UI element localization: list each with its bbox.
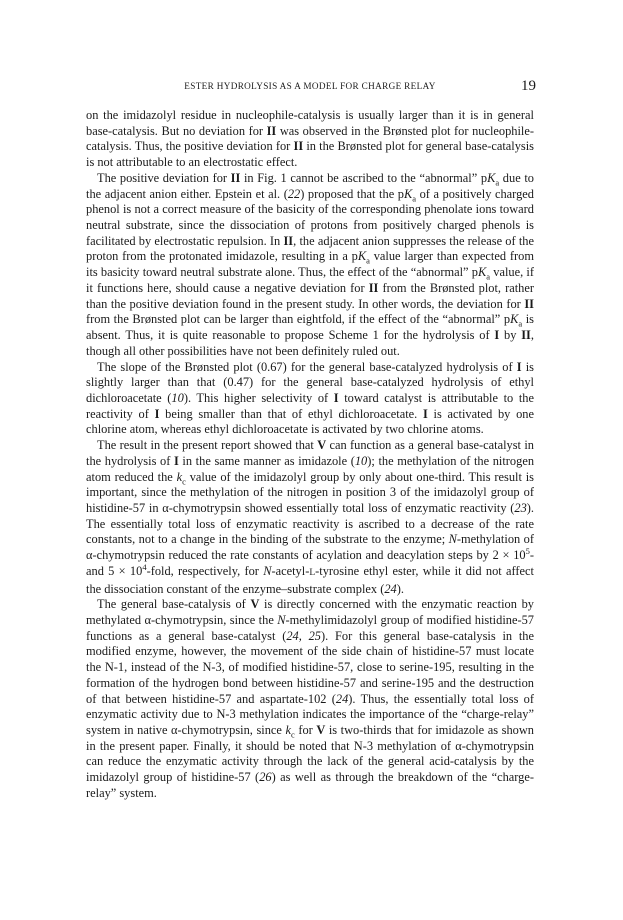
subscript-run: a <box>366 255 370 266</box>
bold-run: II <box>368 280 379 295</box>
text-run: in the same manner as imidazole ( <box>178 453 355 468</box>
italic-run: 10 <box>171 390 184 405</box>
italic-run: K <box>477 265 487 280</box>
bold-run: I <box>423 406 428 421</box>
superscript-run: 5 <box>525 546 530 556</box>
italic-run: 10 <box>354 453 368 468</box>
text-run: ). For this general base-catalysis in the modified enzyme, however, the movement of the side chain of histidine-57 must locate the N-1, instead of the N-3, of modified histidine-57, close to serine-195, resulting in the formation of the hydrogen bond between histidine-57 and serine-195 and the destruction of that between histidine-57 and aspartate-102 ( <box>86 628 535 706</box>
italic-run: N <box>263 563 272 578</box>
italic-run: 24 <box>384 581 397 596</box>
text-run: ). <box>396 581 404 596</box>
bold-run: I <box>333 390 339 405</box>
subscript-run: c <box>290 729 295 740</box>
text-run: of a positively charged phenol is not a correct measure of the basicity of the corresponding phenolate ions toward neutral substrate, since the dissociation of protons from positively charged phenols is facilitated by electrostatic repulsion. In <box>86 186 534 248</box>
text-run: The slope of the Brønsted plot (0.67) for the general base-catalyzed hydrolysis of <box>97 359 517 374</box>
bold-run: I <box>154 406 160 421</box>
bold-run: V <box>250 597 260 612</box>
italic-run: K <box>403 186 413 201</box>
text-run: from the Brønsted plot, rather than the positive deviation found in the present study. In other words, the deviation for <box>86 280 534 311</box>
subscript-run: c <box>182 476 186 486</box>
text-run: The positive deviation for <box>97 170 231 185</box>
text-run: -acetyl- <box>271 563 310 578</box>
text-run: is two-thirds that for imidazole as shown in the present paper. Finally, it should be noted that N-3 methylation of α-chymotrypsin can reduce the enzymatic activity through the lack of the general acid-catalysis by the imidazolyl group of histidine-57 ( <box>86 723 534 785</box>
paragraph-5 <box>86 597 534 801</box>
text-run: - and 5 × 10 <box>86 548 534 578</box>
bold-run: II <box>283 233 294 248</box>
paragraph-3 <box>86 360 534 439</box>
bold-run: II <box>293 139 304 154</box>
italic-run: 24, 25 <box>286 628 322 643</box>
text-run: is slightly larger than that (0.47) for the general base-catalyzed hydrolysis of ethyl dichloroacetate ( <box>86 359 534 405</box>
italic-run: 24 <box>335 691 349 706</box>
bold-run: II <box>230 170 241 185</box>
text-run: value of the imidazolyl group by only about one-third. This result is important, since the methylation of the nitrogen in position 3 of the imidazolyl group of histidine-57 in α-chymotrypsin showed essentially total loss of enzymatic reactivity ( <box>86 469 534 515</box>
bold-run: II <box>266 123 277 138</box>
paragraph-4 <box>86 438 534 597</box>
bold-run: II <box>521 328 531 343</box>
italic-run: k <box>176 469 183 484</box>
subscript-run: a <box>518 318 523 329</box>
text-run: -tyrosine ethyl ester, while it did not affect the dissociation constant of the enzyme–substrate complex ( <box>86 563 534 596</box>
small-cap-run: L <box>309 567 316 578</box>
italic-run: K <box>487 170 496 185</box>
paragraph-1 <box>86 108 534 171</box>
italic-run: N <box>448 532 457 547</box>
text-run: in the Brønsted plot for general base-catalysis is not attributable to an electrostatic effect. <box>86 139 534 170</box>
text-run: from the Brønsted plot can be larger than eightfold, if the effect of the “abnormal” p <box>86 312 511 327</box>
bold-run: I <box>516 359 522 374</box>
text-run: -methylation of α-chymotrypsin reduced the rate constants of acylation and deacylation steps by 2 × 10 <box>86 532 534 563</box>
text-run: being smaller than that of ethyl dichloroacetate. <box>159 406 423 421</box>
text-run: toward catalyst is attributable to the reactivity of <box>86 390 534 421</box>
paragraph-2 <box>86 171 534 360</box>
text-run: ) as well as through the breakdown of the “charge-relay” system. <box>86 770 535 800</box>
italic-run: N <box>277 613 286 627</box>
article-body <box>86 108 534 802</box>
text-run: can function as a general base-catalyst in the hydrolysis of <box>86 438 534 468</box>
text-run: ); the methylation of the nitrogen atom reduced the <box>86 453 535 484</box>
text-run: for <box>294 723 317 738</box>
italic-run: K <box>357 249 367 264</box>
text-run: on the imidazolyl residue in nucleophile-catalysis is usually larger than it is in general base-catalysis. But no deviation for <box>86 108 534 138</box>
page-number: 19 <box>521 78 536 94</box>
superscript-run: 4 <box>142 561 147 572</box>
text-run: , though all other possibilities have not been definitely ruled out. <box>86 328 534 358</box>
text-run: ). Thus, the essentially total loss of enzymatic activity due to N-3 methylation indicates the importance of the “charge-relay” system in native α-chymotrypsin, since <box>86 691 535 738</box>
bold-run: II <box>524 296 534 311</box>
page-header <box>86 78 534 98</box>
subscript-run: a <box>486 271 491 282</box>
text-run: ) proposed that the p <box>300 186 404 201</box>
italic-run: k <box>285 723 291 738</box>
bold-run: I <box>494 328 500 343</box>
italic-run: 23 <box>514 500 527 515</box>
text-run: was observed in the Brønsted plot for nucleophile-catalysis. Thus, the positive deviation for <box>86 123 534 154</box>
text-run: ). This higher selectivity of <box>183 390 334 405</box>
italic-run: K <box>510 312 519 327</box>
italic-run: 22 <box>287 186 301 201</box>
subscript-run: a <box>495 177 500 188</box>
text-run: -methylimidazolyl group of modified histidine-57 functions as a general base-catalyst ( <box>86 613 534 643</box>
text-run: value, if it functions here, should cause a negative deviation for <box>86 265 534 295</box>
bold-run: V <box>316 723 326 738</box>
text-run: is absent. Thus, it is quite reasonable to propose Scheme 1 for the hydrolysis of <box>86 312 534 343</box>
bold-run: I <box>173 453 179 468</box>
subscript-run: a <box>412 193 417 204</box>
text-run: is directly concerned with the enzymatic reaction by methylated α-chymotrypsin, since the <box>86 597 534 627</box>
text-run: The result in the present report showed that <box>97 438 318 453</box>
text-run: , the adjacent anion suppresses the release of the proton from the protonated imidazole, resulting in a p <box>86 233 534 264</box>
text-run: due to the adjacent anion either. Epstein et al. ( <box>86 170 534 201</box>
running-title: ESTER HYDROLYSIS AS A MODEL FOR CHARGE RELAY <box>184 81 436 91</box>
text-run: is activated by one chlorine atom, whereas ethyl dichloroacetate is activated by two chlorine atoms. <box>86 406 534 437</box>
italic-run: 26 <box>259 770 272 785</box>
text-run: The general base-catalysis of <box>97 597 251 612</box>
text-run: in Fig. 1 cannot be ascribed to the “abnormal” p <box>240 170 488 185</box>
bold-run: V <box>317 438 327 453</box>
text-run: ). The essentially total loss of enzymatic reactivity is ascribed to a decrease of the rate constants, not to a change in the binding of the substrate to the enzyme; <box>86 500 534 547</box>
text-run: value larger than expected from its basicity toward neutral substrate alone. Thus, the effect of the “abnormal” p <box>86 249 534 280</box>
text-run: by <box>499 328 522 343</box>
text-run: -fold, respectively, for <box>146 563 264 578</box>
